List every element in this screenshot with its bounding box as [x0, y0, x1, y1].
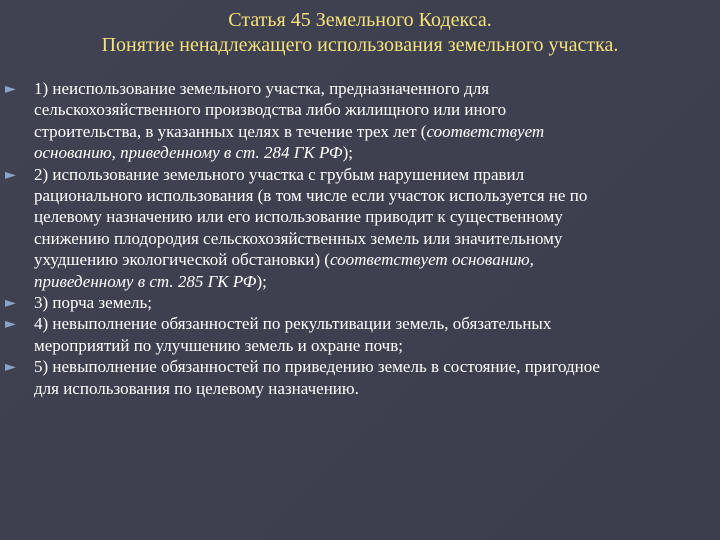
- list-item: [0, 78, 720, 164]
- item-text-line: 1) неиспользование земельного участка, предназначенного для: [34, 79, 490, 98]
- item-text-line: [34, 121, 712, 142]
- slide-title: [0, 8, 720, 58]
- item-text-line: 5) невыполнение обязанностей по приведению земель в состояние, пригодное: [34, 357, 600, 377]
- item-reference: приведенному в ст. 285 ГК РФ: [34, 271, 257, 291]
- list-item: [0, 313, 720, 356]
- item-text-line: целевому назначению или его использование приводит к существенному: [34, 207, 563, 227]
- item-text: ухудшению экологической обстановки) (: [34, 250, 330, 270]
- list-item: [0, 292, 720, 313]
- triangle-bullet-icon: ►: [5, 359, 16, 376]
- triangle-bullet-icon: ►: [5, 316, 16, 333]
- bullet-list: [0, 78, 720, 399]
- item-text: );: [256, 271, 267, 291]
- list-item: [0, 356, 720, 399]
- item-text-line: для использования по целевому назначению.: [34, 378, 359, 398]
- item-reference: основанию, приведенному в ст. 284 ГК РФ: [34, 143, 343, 163]
- item-text-line: сельскохозяйственного производства либо жилищного или иного: [34, 100, 507, 120]
- item-text-line: рационального использования (в том числе если участок используется не по: [34, 186, 588, 206]
- title-line-1: Статья 45 Земельного Кодекса.: [228, 9, 492, 31]
- triangle-bullet-icon: ►: [5, 81, 16, 97]
- item-reference: соответствует: [426, 121, 545, 141]
- item-text-line: 3) порча земель;: [34, 293, 152, 313]
- list-item: [0, 164, 720, 292]
- title-line-2: Понятие ненадлежащего использования земельного участка.: [101, 34, 619, 56]
- item-text-line: снижению плодородия сельскохозяйственных земель или значительному: [34, 228, 563, 248]
- item-reference: соответствует основанию,: [329, 250, 534, 270]
- item-text-line: [34, 249, 712, 270]
- item-text: строительства, в указанных целях в течение трех лет (: [34, 121, 427, 141]
- item-text-line: 2) использование земельного участка с грубым нарушением правил: [34, 164, 525, 184]
- item-text: );: [342, 143, 353, 163]
- triangle-bullet-icon: ►: [5, 166, 16, 183]
- item-text-line: 4) невыполнение обязанностей по рекультивации земель, обязательных: [34, 314, 552, 334]
- item-text-line: [34, 271, 712, 292]
- item-text-line: мероприятий по улучшению земель и охране почв;: [34, 335, 403, 355]
- triangle-bullet-icon: ►: [5, 295, 16, 312]
- item-text-line: [34, 142, 712, 163]
